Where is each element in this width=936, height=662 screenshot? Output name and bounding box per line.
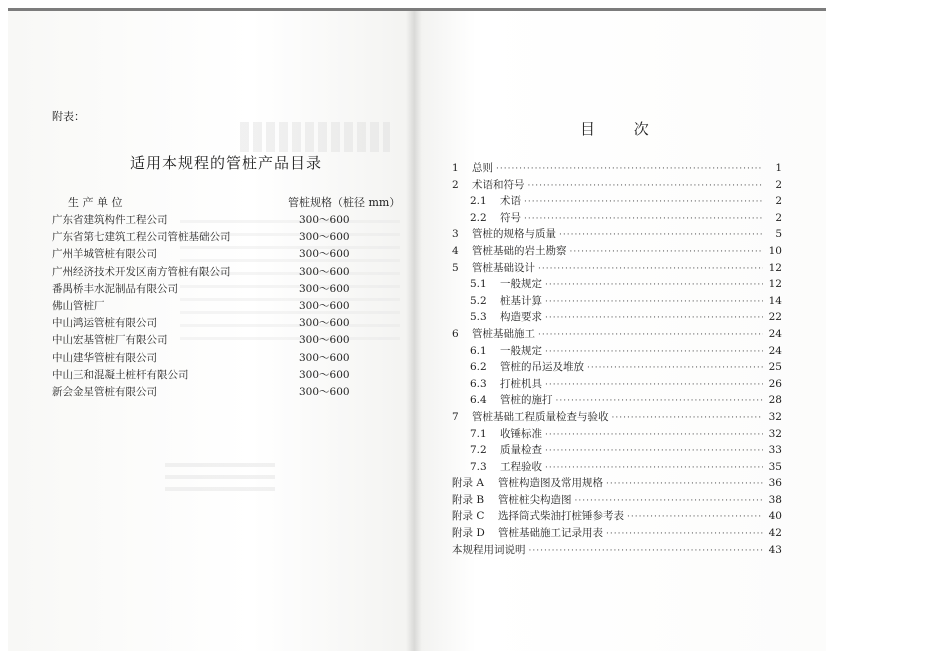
column-header-unit: 生 产 单 位 [68,196,123,209]
toc-leader-dots [606,529,763,539]
toc-page-number: 28 [768,394,782,407]
toc-leader-dots [612,413,764,423]
producer-name: 中山三和混凝土桩杆有限公司 [52,368,189,381]
toc-entry [452,343,782,360]
toc-number: 5 [452,261,459,274]
toc-page-number: 26 [768,377,782,390]
toc-entry [452,243,782,260]
toc-page-number: 1 [775,162,782,174]
producer-name: 广东省建筑构件工程公司 [52,214,168,226]
toc-label: 管桩的施打 [500,394,553,407]
toc-number: 6.2 [470,361,487,374]
toc-leader-dots [545,446,763,456]
toc-leader-dots [545,347,763,357]
toc-label: 符号 [500,211,521,224]
producer-name: 广州经济技术开发区南方管桩有限公司 [52,265,231,278]
table-of-contents [452,160,782,558]
toc-number: 5.3 [470,311,487,324]
toc-label: 管桩的规格与质量 [472,228,556,241]
pile-spec: 300～600 [299,231,350,244]
toc-label: 管桩基础的岩土勘察 [472,244,567,257]
page-title: 适用本规程的管桩产品目录 [130,154,323,172]
toc-leader-dots [545,463,763,473]
toc-label: 管桩桩尖构造图 [498,493,572,506]
toc-number: 2.1 [470,195,487,208]
toc-leader-dots [545,430,763,440]
toc-leader-dots [538,330,763,340]
toc-label: 术语和符号 [472,178,525,191]
toc-label: 一般规定 [500,278,542,291]
toc-label: 工程验收 [500,460,542,473]
toc-number: 附录 B [452,493,485,506]
table-row [52,212,372,228]
producer-name: 新会金星管桩有限公司 [52,386,157,398]
toc-page-number: 22 [768,311,782,324]
toc-label: 管桩基础施工 [472,327,535,340]
toc-leader-dots [528,181,764,191]
toc-page-number: 14 [768,294,782,307]
toc-entry [452,326,782,343]
toc-label: 桩基计算 [500,294,542,307]
toc-entry [452,376,782,393]
toc-leader-dots [545,313,763,323]
toc-number: 5.2 [470,294,487,307]
toc-entry [452,193,782,210]
toc-entry [452,293,782,310]
table-row [52,298,372,314]
toc-label: 一般规定 [500,344,542,357]
toc-number: 附录 C [452,510,485,523]
pile-spec: 300～600 [299,265,350,278]
toc-label: 选择筒式柴油打桩锤参考表 [498,510,624,523]
toc-page-number: 12 [768,261,782,274]
toc-page-number: 10 [768,244,782,257]
toc-label: 管桩基础工程质量检查与验收 [472,410,609,423]
toc-number: 5.1 [470,278,487,291]
producer-name: 广州羊城管桩有限公司 [52,248,157,261]
toc-number: 2 [452,178,459,191]
producer-name: 番禺桥丰水泥制品有限公司 [52,282,178,295]
pile-spec: 300～600 [299,282,350,295]
toc-number: 6 [452,327,459,340]
toc-entry [452,426,782,443]
table-row [52,350,372,366]
toc-title [580,118,649,139]
toc-entry [452,508,782,525]
toc-leader-dots [627,512,763,522]
toc-page-number: 32 [768,427,782,440]
toc-leader-dots [524,214,763,224]
toc-entry [452,210,782,227]
toc-entry [452,309,782,326]
toc-number: 7.1 [470,427,487,440]
table-row [52,281,372,297]
toc-title-char: 目 [580,120,596,138]
table-row [52,264,372,280]
toc-entry [452,160,782,177]
toc-label: 本规程用词说明 [452,543,526,556]
toc-leader-dots [524,197,763,207]
toc-label: 总则 [472,162,493,174]
toc-number: 6.1 [470,344,487,357]
toc-entry [452,542,782,559]
toc-number: 1 [452,162,459,174]
toc-entry [452,359,782,376]
toc-number: 6.3 [470,377,487,390]
table-row [52,332,372,348]
toc-entry [452,409,782,426]
pile-spec: 300～600 [299,334,350,347]
toc-label: 收锤标准 [500,427,542,440]
toc-leader-dots [559,230,763,240]
toc-page-number: 24 [768,327,782,340]
toc-page-number: 33 [768,444,782,457]
toc-page-number: 36 [768,477,782,490]
toc-label: 打桩机具 [500,377,542,390]
toc-number: 7 [452,410,459,423]
book-gutter [406,11,422,651]
toc-leader-dots [538,264,763,274]
toc-leader-dots [606,479,763,489]
producer-name: 中山建华管桩有限公司 [52,351,157,364]
show-through-ghost [240,122,390,152]
toc-entry [452,276,782,293]
toc-entry [452,475,782,492]
table-row [52,315,372,331]
toc-entry [452,226,782,243]
toc-entry [452,442,782,459]
toc-page-number: 2 [775,195,782,208]
toc-entry [452,392,782,409]
toc-label: 术语 [500,195,521,208]
toc-entry [452,459,782,476]
toc-number: 附录 D [452,527,485,540]
table-row [52,367,372,383]
toc-page-number: 2 [775,178,782,191]
toc-entry [452,492,782,509]
toc-leader-dots [587,363,763,373]
pile-spec: 300～600 [299,300,350,312]
toc-leader-dots [545,380,763,390]
toc-leader-dots [529,546,764,556]
toc-page-number: 38 [768,493,782,506]
toc-page-number: 35 [768,460,782,473]
toc-page-number: 24 [768,344,782,357]
toc-label: 构造要求 [500,311,542,324]
toc-label: 质量检查 [500,444,542,457]
toc-page-number: 43 [768,543,782,556]
toc-number: 6.4 [470,394,487,407]
toc-leader-dots [556,396,764,406]
toc-label: 管桩的吊运及堆放 [500,361,584,374]
toc-leader-dots [545,280,763,290]
toc-label: 管桩基础施工记录用表 [498,527,603,540]
producer-name: 中山宏基管桩厂有限公司 [52,334,168,347]
toc-label: 管桩基础设计 [472,261,535,274]
toc-leader-dots [545,297,763,307]
toc-leader-dots [496,164,763,174]
toc-leader-dots [570,247,764,257]
toc-number: 4 [452,244,459,257]
toc-page-number: 32 [768,410,782,423]
toc-entry [452,525,782,542]
attachment-label: 附表： [52,110,85,123]
toc-number: 2.2 [470,211,487,224]
toc-leader-dots [575,496,764,506]
toc-number: 附录 A [452,477,484,490]
toc-number: 7.3 [470,460,487,473]
toc-label: 管桩构造图及常用规格 [498,477,603,490]
toc-entry [452,177,782,194]
toc-number: 7.2 [470,444,487,457]
pile-spec: 300～600 [299,214,350,226]
pile-spec: 300～600 [299,386,350,398]
table-row [52,246,372,262]
table-row [52,229,372,245]
table-row [52,384,372,400]
pile-spec: 300～600 [299,317,350,330]
pile-spec: 300～600 [299,351,350,364]
pile-spec: 300～600 [299,248,350,261]
toc-page-number: 2 [775,211,782,224]
toc-title-char: 次 [633,120,649,138]
toc-page-number: 5 [775,228,782,241]
column-header-spec: 管桩规格（桩径 mm） [288,196,401,209]
producer-name: 中山鸿运管桩有限公司 [52,317,157,330]
toc-number: 3 [452,228,459,241]
producer-name: 佛山管桩厂 [52,300,105,312]
toc-page-number: 42 [768,527,782,540]
toc-page-number: 12 [768,278,782,291]
toc-entry [452,260,782,277]
toc-page-number: 25 [768,361,782,374]
producer-name: 广东省第七建筑工程公司管桩基础公司 [52,231,231,244]
pile-spec: 300～600 [299,368,350,381]
show-through-ghost [165,455,275,491]
toc-page-number: 40 [768,510,782,523]
